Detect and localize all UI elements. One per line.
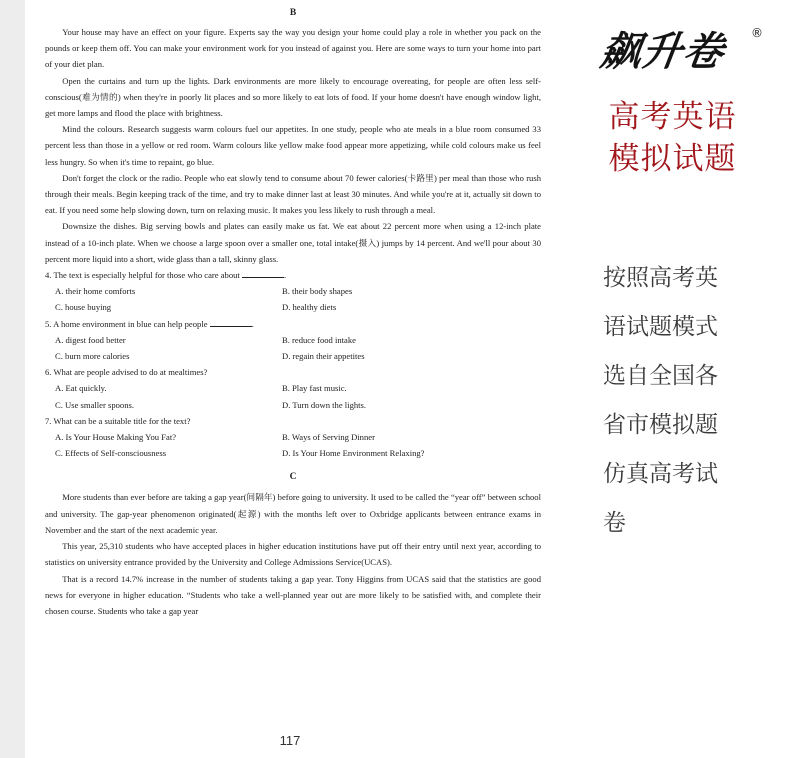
paragraph: Mind the colours. Research suggests warm colours fuel our appetites. In one study, people who ate meals in a blue room consumed 33 percent less than those in a yellow or red room. Warm colours like yellow make food appear more appetizing, while cold colours make us feel less hungry. So when it's time to repaint, go blue.: [45, 124, 541, 167]
question-5: [45, 316, 541, 332]
question-end: .: [251, 318, 254, 329]
option: C. Effects of Self-consciousness: [55, 448, 167, 459]
answer-blank: [210, 317, 252, 327]
description-line: 省市模拟题: [603, 412, 718, 438]
section-heading-c: C: [289, 472, 297, 483]
paragraph: More students than ever before are taking a gap year(间隔年) before going to university. It used to be called the “year off” between school and university. The gap-year phenomenon originated(起源) with the months left over to Oxbridge applicants between entrance exams in November and the start of the next academic year.: [45, 492, 541, 535]
option: C. burn more calories: [55, 351, 130, 362]
option: B. Play fast music.: [282, 383, 347, 394]
question-7-options: [45, 429, 541, 461]
answer-blank: [242, 268, 287, 281]
description-line: 选自全国各: [603, 363, 718, 389]
question-stem: 7. What can be a suitable title for the text?: [45, 415, 191, 426]
option: C. Use smaller spoons.: [55, 399, 135, 410]
option: A. their home comforts: [55, 286, 136, 297]
question-stem: 6. What are people advised to do at mealtimes?: [45, 367, 208, 378]
option: D. Is Your Home Environment Relaxing?: [282, 448, 425, 459]
option: D. regain their appetites: [282, 351, 365, 362]
question-stem: 5. A home environment in blue can help people: [45, 318, 208, 329]
option: A. Eat quickly.: [55, 383, 107, 394]
description-line: 仿真高考试: [603, 461, 718, 487]
question-5-options: [45, 332, 541, 364]
page-number: 117: [279, 733, 301, 748]
logo-text: 飙升卷: [597, 29, 728, 75]
paragraph: Your house may have an effect on your figure. Experts say the way you design your home could play a role in whether you pack on the pounds or keep them off. You can make your environment work for you instead of against you. Here are some ways to turn your home into part of your diet plan.: [45, 27, 541, 70]
option: B. reduce food intake: [282, 334, 356, 345]
option: D. healthy diets: [282, 302, 337, 313]
description-line: 按照高考英: [603, 265, 718, 291]
section-heading-b: B: [289, 8, 297, 18]
description-text: [603, 254, 753, 548]
registered-mark: ®: [751, 26, 763, 40]
question-6-options: [45, 380, 541, 412]
question-4: [45, 267, 541, 283]
title-line: 模拟试题: [608, 141, 737, 177]
paragraph: Open the curtains and turn up the lights. Dark environments are more likely to encourage overeating, for people are often less self-conscious(难为情的) when they're in poorly lit places and so more likely to eat lots of food. If your home doesn't have enough window light, get more lamps and flood the place with brightness.: [45, 75, 541, 119]
question-stem: 4. The text is especially helpful for those who care about: [45, 270, 240, 281]
question-4-options: [45, 283, 541, 315]
option: B. Ways of Serving Dinner: [282, 432, 375, 443]
option: B. their body shapes: [282, 286, 353, 297]
document-page: [25, 0, 555, 758]
option: A. Is Your House Making You Fat?: [55, 432, 177, 443]
paragraph: Downsize the dishes. Big serving bowls and plates can easily make us fat. We eat about 22 percent more when using a 12-inch plate instead of a 10-inch plate. When we choose a large spoon over a smaller one, total intake(摄入) jumps by 14 percent. And we'll pour about 30 percent more liquid into a short, wide glass than a tall, skinny glass.: [45, 221, 541, 264]
description-line: 卷: [603, 510, 626, 536]
option: C. house buying: [55, 302, 112, 313]
paragraph: This year, 25,310 students who have accepted places in higher education institutions have put off their entry until next year, according to statistics on university entrance provided by the University and College Admissions Service(UCAS).: [45, 541, 541, 568]
question-7: [45, 413, 541, 429]
brand-logo: [597, 24, 751, 80]
question-6: [45, 364, 541, 380]
description-line: 语试题模式: [603, 314, 718, 340]
promo-sidebar: [555, 0, 790, 758]
question-end: .: [283, 270, 287, 281]
document-content: [45, 6, 541, 619]
paragraph: Don't forget the clock or the radio. People who eat slowly tend to consume about 70 fewer calories(卡路里) per meal than those who rush through their meals. Begin keeping track of the time, and try to make dinner last at least 30 minutes. And while you're at it, actually sit down to eat. If you need some help slowing down, turn on relaxing music. It makes you less likely to rush through a meal.: [45, 172, 541, 216]
option: A. digest food better: [55, 334, 126, 345]
title-line: 高考英语: [608, 99, 737, 135]
paragraph: That is a record 14.7% increase in the number of students taking a gap year. Tony Higgins from UCAS said that the statistics are good news for everyone in higher education. “Students who take a well-planned year out are more likely to be satisfied with, and complete their chosen course. Students who take a gap year: [45, 573, 541, 616]
option: D. Turn down the lights.: [282, 399, 367, 410]
